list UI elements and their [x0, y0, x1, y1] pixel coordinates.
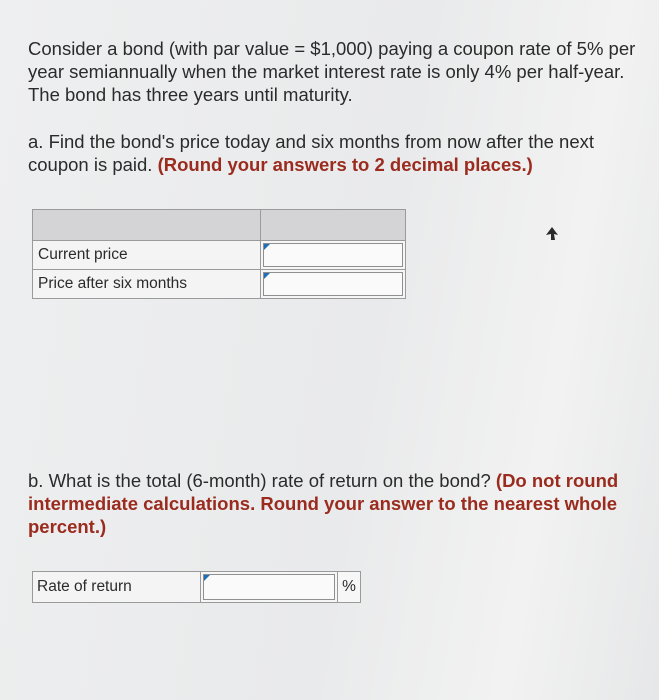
- rate-of-return-cell: [201, 572, 338, 603]
- current-price-cell: [261, 241, 406, 270]
- part-a-instruction: (Round your answers to 2 decimal places.): [157, 154, 533, 175]
- table-header-cell: [261, 210, 406, 241]
- part-b-instruction: (Do not round intermediate calculations. Round your answer to the nearest whole percent.): [28, 470, 619, 537]
- mouse-pointer-icon: [545, 226, 559, 242]
- table-header-cell: [33, 210, 261, 241]
- table-row-current-price: [33, 241, 406, 270]
- part-a-prompt: [28, 130, 648, 176]
- part-b-text: b. What is the total (6-month) rate of return on the bond?: [28, 470, 491, 491]
- current-price-label: Current price: [33, 241, 261, 270]
- current-price-input[interactable]: [263, 243, 403, 267]
- rate-of-return-label: Rate of return: [33, 572, 201, 603]
- price-after-six-months-cell: [261, 270, 406, 299]
- table-row-rate-of-return: [33, 572, 361, 603]
- part-a-text: a. Find the bond's price today and six months from now after the next coupon is paid.: [28, 131, 595, 175]
- rate-of-return-input[interactable]: [203, 574, 335, 600]
- table-header-row: [33, 210, 406, 241]
- percent-unit: %: [338, 572, 361, 603]
- price-after-six-months-label: Price after six months: [33, 270, 261, 299]
- question-intro: Consider a bond (with par value = $1,000) paying a coupon rate of 5% per year semiannually when the market interest rate is only 4% per half-year. The bond has three years until maturity.: [28, 38, 636, 105]
- table-row-price-after-six-months: [33, 270, 406, 299]
- part-b-prompt: [28, 469, 648, 538]
- part-a-answer-table: [32, 209, 406, 299]
- price-after-six-months-input[interactable]: [263, 272, 403, 296]
- part-b-answer-table: [32, 571, 361, 603]
